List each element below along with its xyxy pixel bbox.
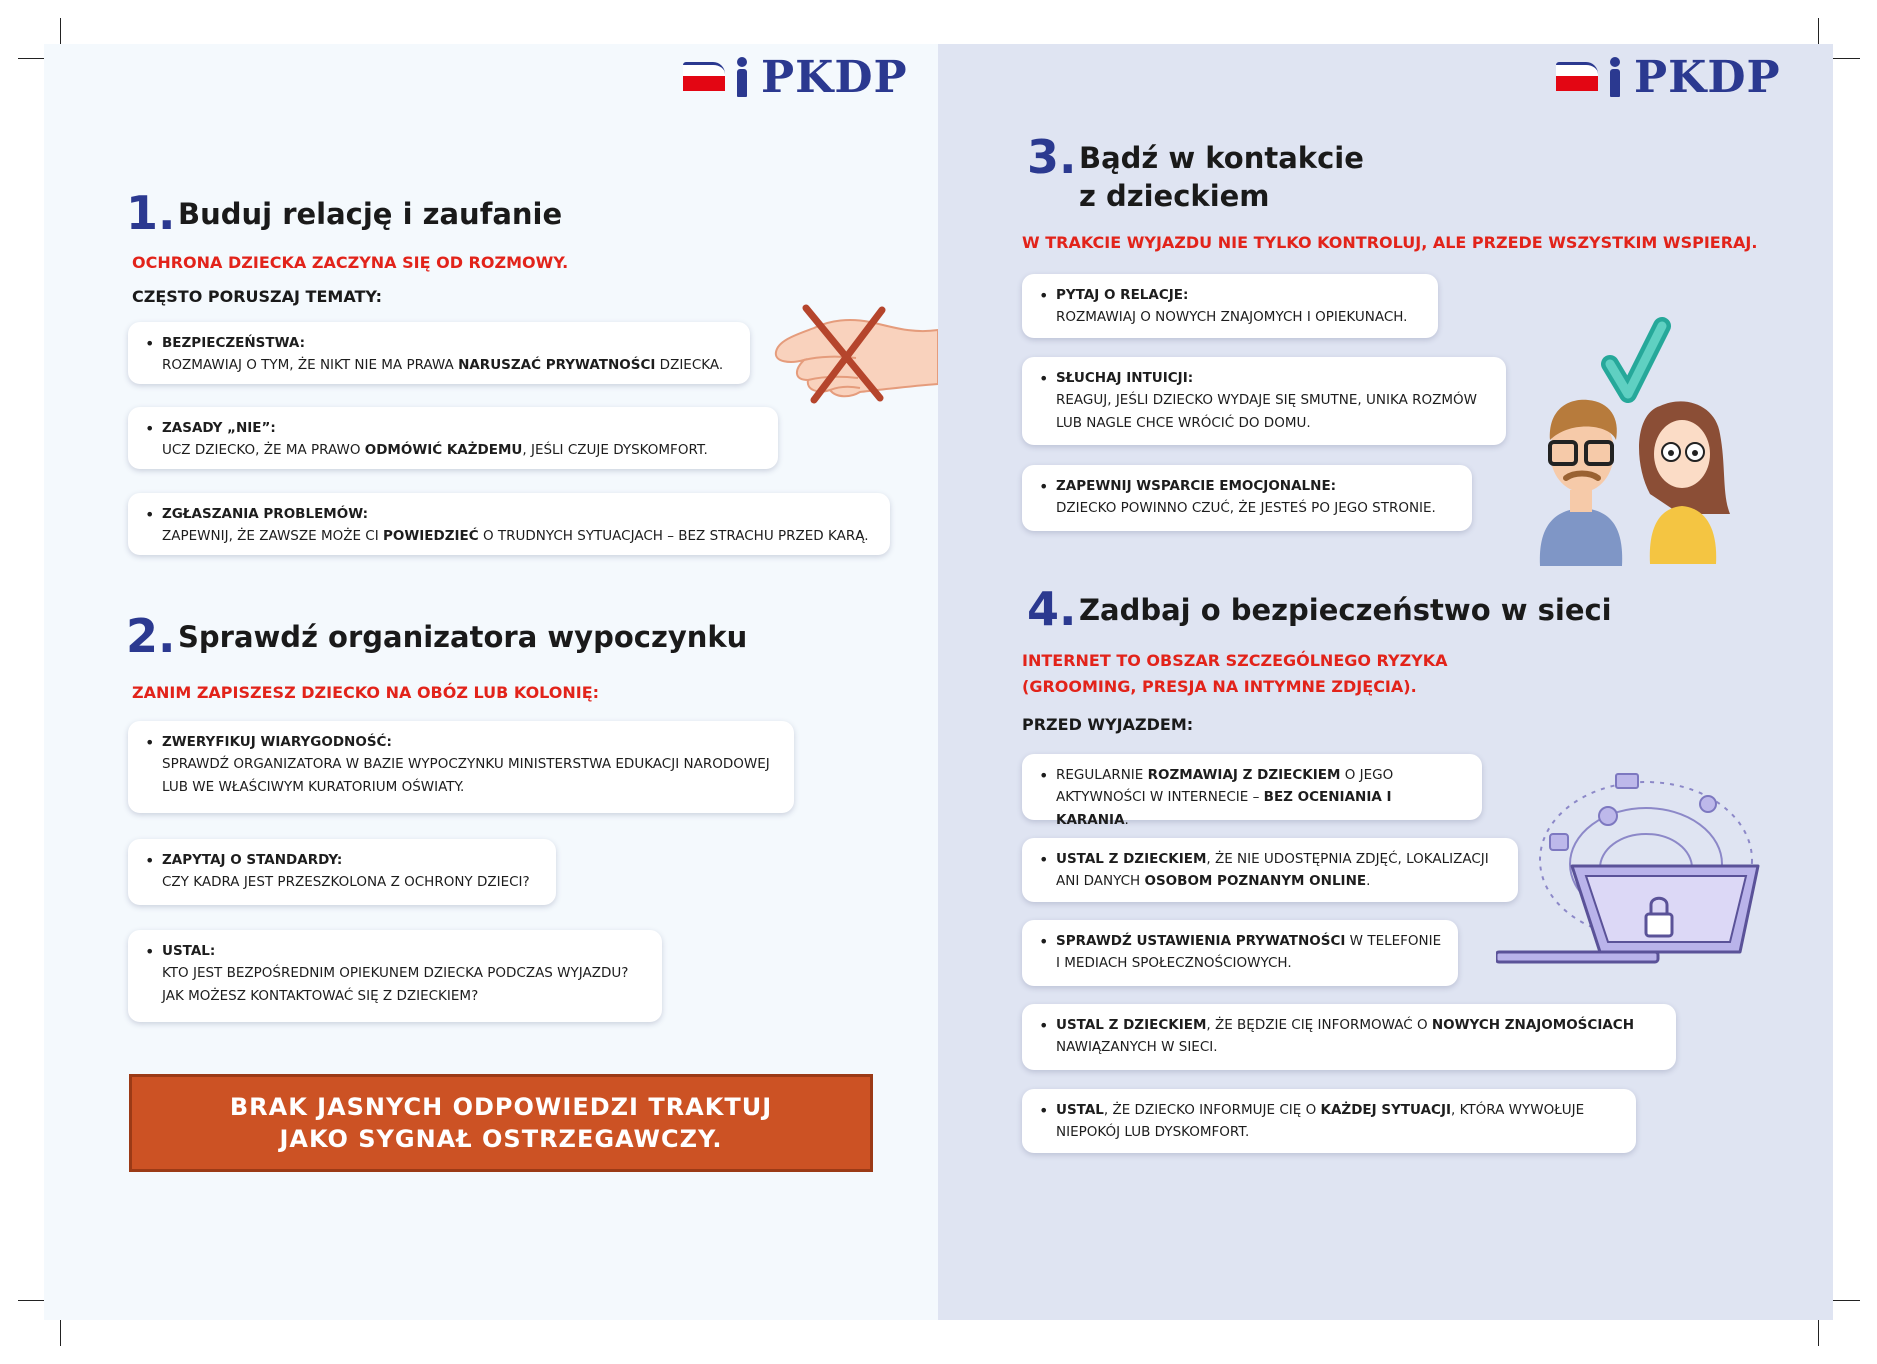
card-heading: • BEZPIECZEŃSTWA:: [162, 335, 305, 351]
info-card: • PYTAJ O RELACJE: ROZMAWIAJ O NOWYCH ZNAJOMYCH I OPIEKUNACH.: [1022, 274, 1438, 338]
info-card: • USTAL: KTO JEST BEZPOŚREDNIM OPIEKUNEM DZIECKA PODCZAS WYJAZDU? JAK MOŻESZ KONTAKTOWAĆ SIĘ Z DZIECKIEM?: [128, 930, 662, 1022]
parents-checkmark-illustration: [1530, 314, 1750, 574]
section-1-subtitle: OCHRONA DZIECKA ZACZYNA SIĘ OD ROZMOWY.: [132, 253, 569, 272]
info-card: • ZASADY „NIE”: UCZ DZIECKO, ŻE MA PRAWO ODMÓWIĆ KAŻDEMU, JEŚLI CZUJE DYSKOMFORT.: [128, 407, 778, 469]
info-card: • USTAL, ŻE DZIECKO INFORMUJE CIĘ O KAŻDEJ SYTUACJI, KTÓRA WYWOŁUJE NIEPOKÓJ LUB DYSKOMFORT.: [1022, 1089, 1636, 1153]
info-card: • BEZPIECZEŃSTWA: ROZMAWIAJ O TYM, ŻE NIKT NIE MA PRAWA NARUSZAĆ PRYWATNOŚCI DZIECKA.: [128, 322, 750, 384]
card-heading: • SŁUCHAJ INTUICJI:: [1056, 370, 1194, 386]
info-card: • REGULARNIE ROZMAWIAJ Z DZIECKIEM O JEGO AKTYWNOŚCI W INTERNECIE – BEZ OCENIANIA I KARANIA.: [1022, 754, 1482, 820]
section-1-label: CZĘSTO PORUSZAJ TEMATY:: [132, 287, 382, 306]
info-card: • SPRAWDŹ USTAWIENIA PRYWATNOŚCI W TELEFONIE I MEDIACH SPOŁECZNOŚCIOWYCH.: [1022, 920, 1458, 986]
card-heading: • ZAPEWNIJ WSPARCIE EMOCJONALNE:: [1056, 478, 1337, 494]
person-icon: [733, 57, 751, 97]
crop-mark: [18, 1300, 46, 1301]
flag-icon: [683, 62, 727, 92]
section-4-title: [1027, 582, 1612, 636]
crop-mark: [1832, 1300, 1860, 1301]
card-heading: • ZGŁASZANIA PROBLEMÓW:: [162, 506, 369, 522]
stop-hand-illustration: [770, 300, 938, 410]
info-card: • ZAPYTAJ O STANDARDY: CZY KADRA JEST PRZESZKOLONA Z OCHRONY DZIECI?: [128, 839, 556, 905]
pkdp-logo: [1556, 52, 1781, 102]
section-4-label: PRZED WYJAZDEM:: [1022, 715, 1194, 734]
card-heading: • USTAL:: [162, 943, 216, 959]
section-number: 2.: [126, 609, 176, 663]
section-heading: Sprawdź organizatora wypoczynku: [178, 620, 748, 654]
section-1-title: [126, 186, 563, 240]
laptop-lock-illustration: [1496, 764, 1760, 976]
crop-mark: [60, 18, 61, 46]
flag-icon: [1556, 62, 1600, 92]
section-heading: Buduj relację i zaufanie: [178, 197, 563, 231]
card-heading: • PYTAJ O RELACJE:: [1056, 287, 1189, 303]
info-card: • ZWERYFIKUJ WIARYGODNOŚĆ: SPRAWDŹ ORGANIZATORA W BAZIE WYPOCZYNKU MINISTERSTWA EDUKACJI NARODOWEJ LUB WE WŁAŚCIWYM KURATORIUM OŚWIATY.: [128, 721, 794, 813]
logo-text: PKDP: [1634, 51, 1781, 103]
section-number: 1.: [126, 186, 176, 240]
crop-mark: [1832, 58, 1860, 59]
section-number: 3.: [1027, 130, 1077, 184]
warning-banner: BRAK JASNYCH ODPOWIEDZI TRAKTUJ JAKO SYGNAŁ OSTRZEGAWCZY.: [129, 1074, 873, 1172]
section-3-subtitle: W TRAKCIE WYJAZDU NIE TYLKO KONTROLUJ, ALE PRZEDE WSZYSTKIM WSPIERAJ.: [1022, 233, 1758, 252]
section-heading: Bądź w kontakcie z dzieckiem: [1079, 141, 1364, 213]
section-2-title: [126, 609, 748, 663]
card-heading: • ZWERYFIKUJ WIARYGODNOŚĆ:: [162, 734, 392, 750]
section-3-title: [1027, 130, 1364, 215]
pkdp-logo: [683, 52, 908, 102]
info-card: • USTAL Z DZIECKIEM, ŻE BĘDZIE CIĘ INFORMOWAĆ O NOWYCH ZNAJOMOŚCIACH NAWIĄZANYCH W SIECI.: [1022, 1004, 1676, 1070]
section-4-subtitle: INTERNET TO OBSZAR SZCZEGÓLNEGO RYZYKA (GROOMING, PRESJA NA INTYMNE ZDJĘCIA).: [1022, 651, 1448, 696]
crop-mark: [1818, 18, 1819, 46]
person-icon: [1606, 57, 1624, 97]
info-card: • ZAPEWNIJ WSPARCIE EMOCJONALNE: DZIECKO POWINNO CZUĆ, ŻE JESTEŚ PO JEGO STRONIE.: [1022, 465, 1472, 531]
section-number: 4.: [1027, 582, 1077, 636]
section-2-subtitle: ZANIM ZAPISZESZ DZIECKO NA OBÓZ LUB KOLONIĘ:: [132, 683, 600, 702]
crop-mark: [1818, 1318, 1819, 1346]
info-card: • SŁUCHAJ INTUICJI: REAGUJ, JEŚLI DZIECKO WYDAJE SIĘ SMUTNE, UNIKA ROZMÓW LUB NAGLE CHCE WRÓCIĆ DO DOMU.: [1022, 357, 1506, 445]
section-heading: Zadbaj o bezpieczeństwo w sieci: [1079, 593, 1612, 627]
crop-mark: [60, 1318, 61, 1346]
logo-text: PKDP: [761, 51, 908, 103]
info-card: • USTAL Z DZIECKIEM, ŻE NIE UDOSTĘPNIA ZDJĘĆ, LOKALIZACJI ANI DANYCH OSOBOM POZNANYM ONLINE.: [1022, 838, 1518, 902]
crop-mark: [18, 58, 46, 59]
info-card: • ZGŁASZANIA PROBLEMÓW: ZAPEWNIJ, ŻE ZAWSZE MOŻE CI POWIEDZIEĆ O TRUDNYCH SYTUACJACH – BEZ STRACHU PRZED KARĄ.: [128, 493, 890, 555]
card-heading: • ZAPYTAJ O STANDARDY:: [162, 852, 343, 868]
card-heading: • ZASADY „NIE”:: [162, 420, 276, 436]
